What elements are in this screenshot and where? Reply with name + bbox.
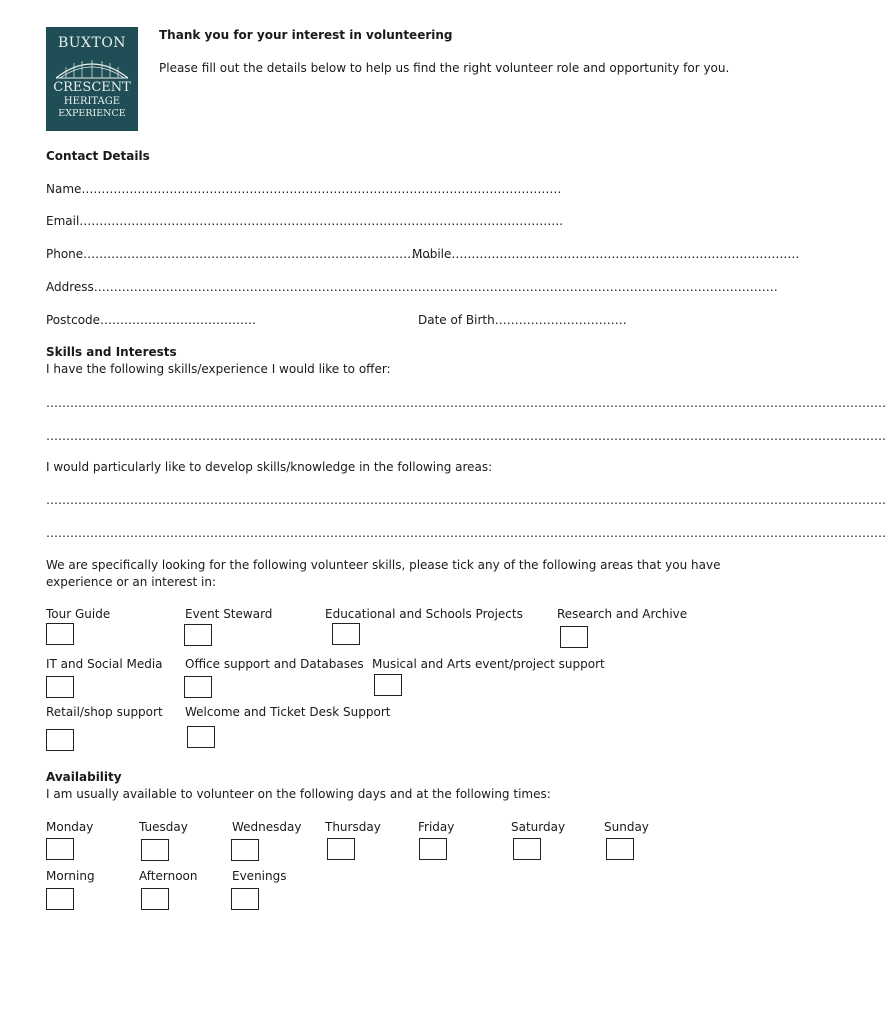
checkbox-research-archive[interactable]: [560, 626, 588, 648]
checkbox-sunday[interactable]: [606, 838, 634, 860]
day-label-saturday: Saturday: [511, 820, 566, 834]
form-intro: Please fill out the details below to help us find the right volunteer role and opportunity for you.: [159, 61, 730, 75]
buxton-crescent-logo: [46, 27, 138, 131]
volunteer-skills-prompt-line-1: We are specifically looking for the following volunteer skills, please tick any of the following areas that you have: [46, 558, 721, 572]
logo-text-buxton: BUXTON: [57, 35, 127, 51]
skills-heading: Skills and Interests: [46, 345, 177, 359]
skills-offer-line-1[interactable]: …………………………………………………………………………………………………………………………………………………………………………………………: [46, 396, 886, 410]
skills-offer-prompt: I have the following skills/experience I would like to offer:: [46, 362, 391, 376]
checkbox-tour-guide[interactable]: [46, 623, 74, 645]
checkbox-retail-shop[interactable]: [46, 729, 74, 751]
availability-prompt: I am usually available to volunteer on the following days and at the following times:: [46, 787, 551, 801]
checkbox-musical-arts[interactable]: [374, 674, 402, 696]
phone-field[interactable]: Phone……………………………………………………………………………: [46, 247, 432, 261]
option-label-research-archive: Research and Archive: [557, 607, 688, 621]
logo-text-crescent: CRESCENT: [53, 80, 131, 95]
checkbox-saturday[interactable]: [513, 838, 541, 860]
day-label-sunday: Sunday: [604, 820, 649, 834]
checkbox-it-social-media[interactable]: [46, 676, 74, 698]
skills-develop-line-1[interactable]: …………………………………………………………………………………………………………………………………………………………………………………………: [46, 493, 886, 507]
day-label-friday: Friday: [418, 820, 455, 834]
option-label-welcome-ticket-desk: Welcome and Ticket Desk Support: [185, 705, 391, 719]
checkbox-event-steward[interactable]: [184, 624, 212, 646]
checkbox-friday[interactable]: [419, 838, 447, 860]
day-label-wednesday: Wednesday: [232, 820, 302, 834]
option-label-musical-arts: Musical and Arts event/project support: [372, 657, 605, 671]
address-field[interactable]: Address………………………………………………………………………………………………………………………………………………………: [46, 280, 778, 294]
checkbox-thursday[interactable]: [327, 838, 355, 860]
option-label-tour-guide: Tour Guide: [46, 607, 111, 621]
checkbox-welcome-ticket-desk[interactable]: [187, 726, 215, 748]
skills-develop-line-2[interactable]: …………………………………………………………………………………………………………………………………………………………………………………………: [46, 526, 886, 540]
day-label-tuesday: Tuesday: [139, 820, 188, 834]
checkbox-educational-schools[interactable]: [332, 623, 360, 645]
contact-heading: Contact Details: [46, 149, 150, 163]
option-label-educational-schools: Educational and Schools Projects: [325, 607, 523, 621]
skills-develop-prompt: I would particularly like to develop skills/knowledge in the following areas:: [46, 460, 493, 474]
checkbox-office-support[interactable]: [184, 676, 212, 698]
option-label-event-steward: Event Steward: [185, 607, 273, 621]
postcode-field[interactable]: Postcode…………………………………: [46, 313, 257, 327]
name-field[interactable]: Name…………………………………………………………………………………………………………: [46, 182, 562, 196]
checkbox-evenings[interactable]: [231, 888, 259, 910]
crescent-building-icon: [54, 54, 130, 80]
time-label-afternoon: Afternoon: [139, 869, 198, 883]
checkbox-afternoon[interactable]: [141, 888, 169, 910]
checkbox-morning[interactable]: [46, 888, 74, 910]
day-label-monday: Monday: [46, 820, 94, 834]
availability-heading: Availability: [46, 770, 122, 784]
email-field[interactable]: Email………………………………………………………………………………………………………….: [46, 214, 564, 228]
time-label-morning: Morning: [46, 869, 95, 883]
option-label-retail-shop: Retail/shop support: [46, 705, 163, 719]
time-label-evenings: Evenings: [232, 869, 287, 883]
checkbox-wednesday[interactable]: [231, 839, 259, 861]
option-label-it-social-media: IT and Social Media: [46, 657, 163, 671]
checkbox-monday[interactable]: [46, 838, 74, 860]
form-title: Thank you for your interest in volunteering: [159, 28, 453, 42]
option-label-office-support: Office support and Databases: [185, 657, 364, 671]
day-label-thursday: Thursday: [325, 820, 381, 834]
date-of-birth-field[interactable]: Date of Birth……………………………: [418, 313, 627, 327]
skills-offer-line-2[interactable]: …………………………………………………………………………………………………………………………………………………………………………………………: [46, 429, 886, 443]
logo-text-heritage: HERITAGE: [63, 96, 121, 107]
volunteer-skills-prompt-line-2: experience or an interest in:: [46, 575, 217, 589]
checkbox-tuesday[interactable]: [141, 839, 169, 861]
mobile-field[interactable]: Mobile……………………………………………………………………………: [412, 247, 800, 261]
logo-text-experience: EXPERIENCE: [58, 108, 126, 119]
